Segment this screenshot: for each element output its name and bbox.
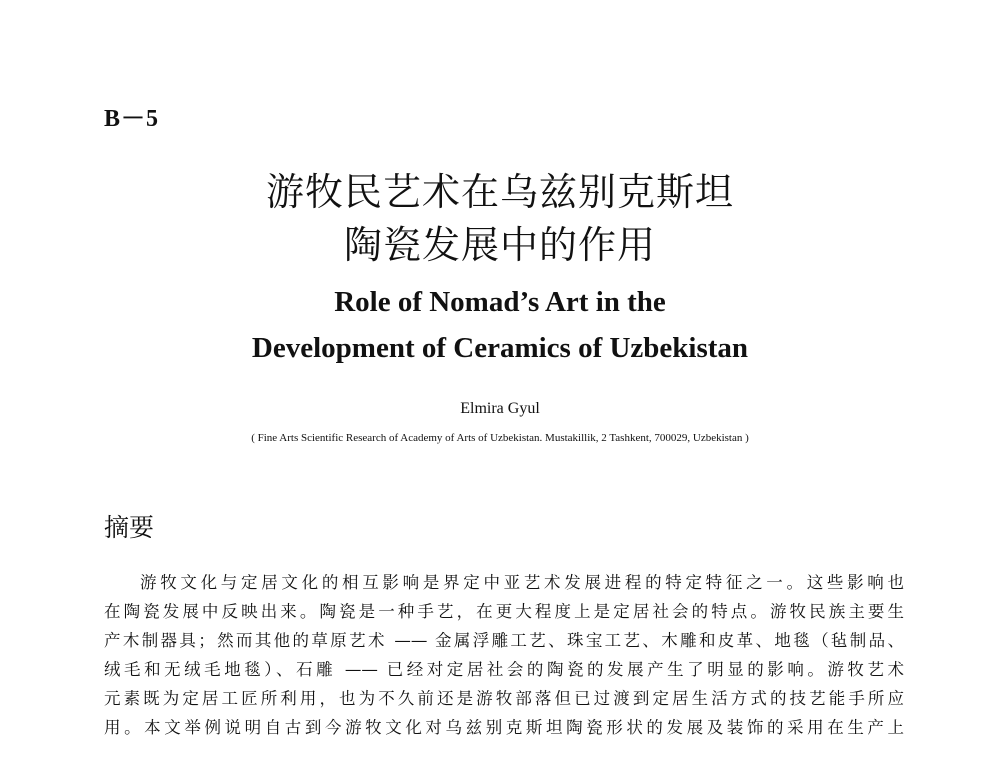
abstract-line: 用。本文举例说明自古到今游牧文化对乌兹别克斯坦陶瓷形状的发展及装饰的采用在生产上 (104, 718, 904, 737)
abstract-line: 游牧文化与定居文化的相互影响是界定中亚艺术发展进程的特定特征之一。这些影响也 (140, 573, 904, 592)
abstract-line: 绒毛和无绒毛地毯）、石雕 —— 已经对定居社会的陶瓷的发展产生了明显的影响。游牧艺术 (104, 660, 904, 679)
abstract-line: 在陶瓷发展中反映出来。陶瓷是一种手艺，在更大程度上是定居社会的特点。游牧民族主要生 (104, 602, 904, 621)
abstract-line: 产木制器具；然而其他的草原艺术 —— 金属浮雕工艺、珠宝工艺、木雕和皮革、地毯（毡制品、 (104, 631, 904, 650)
chinese-title-line-2: 陶瓷发展中的作用 (343, 223, 656, 267)
section-code: B－5 (104, 106, 160, 132)
chinese-title-line-1: 游牧民艺术在乌兹别克斯坦 (265, 170, 734, 214)
english-title-line-2: Development of Ceramics of Uzbekistan (251, 332, 749, 364)
english-title-line-1: Role of Nomad’s Art in the (334, 286, 666, 318)
abstract-heading: 摘要 (104, 513, 155, 542)
author-name: Elmira Gyul (460, 400, 540, 417)
author-affiliation: ( Fine Arts Scientific Research of Academy of Arts of Uzbekistan. Mustakillik, 2 Tashkent, 700029, Uzbekistan ) (251, 432, 749, 444)
abstract-body (104, 568, 904, 742)
abstract-line: 元素既为定居工匠所利用，也为不久前还是游牧部落但已过渡到定居生活方式的技艺能手所应 (104, 689, 904, 708)
